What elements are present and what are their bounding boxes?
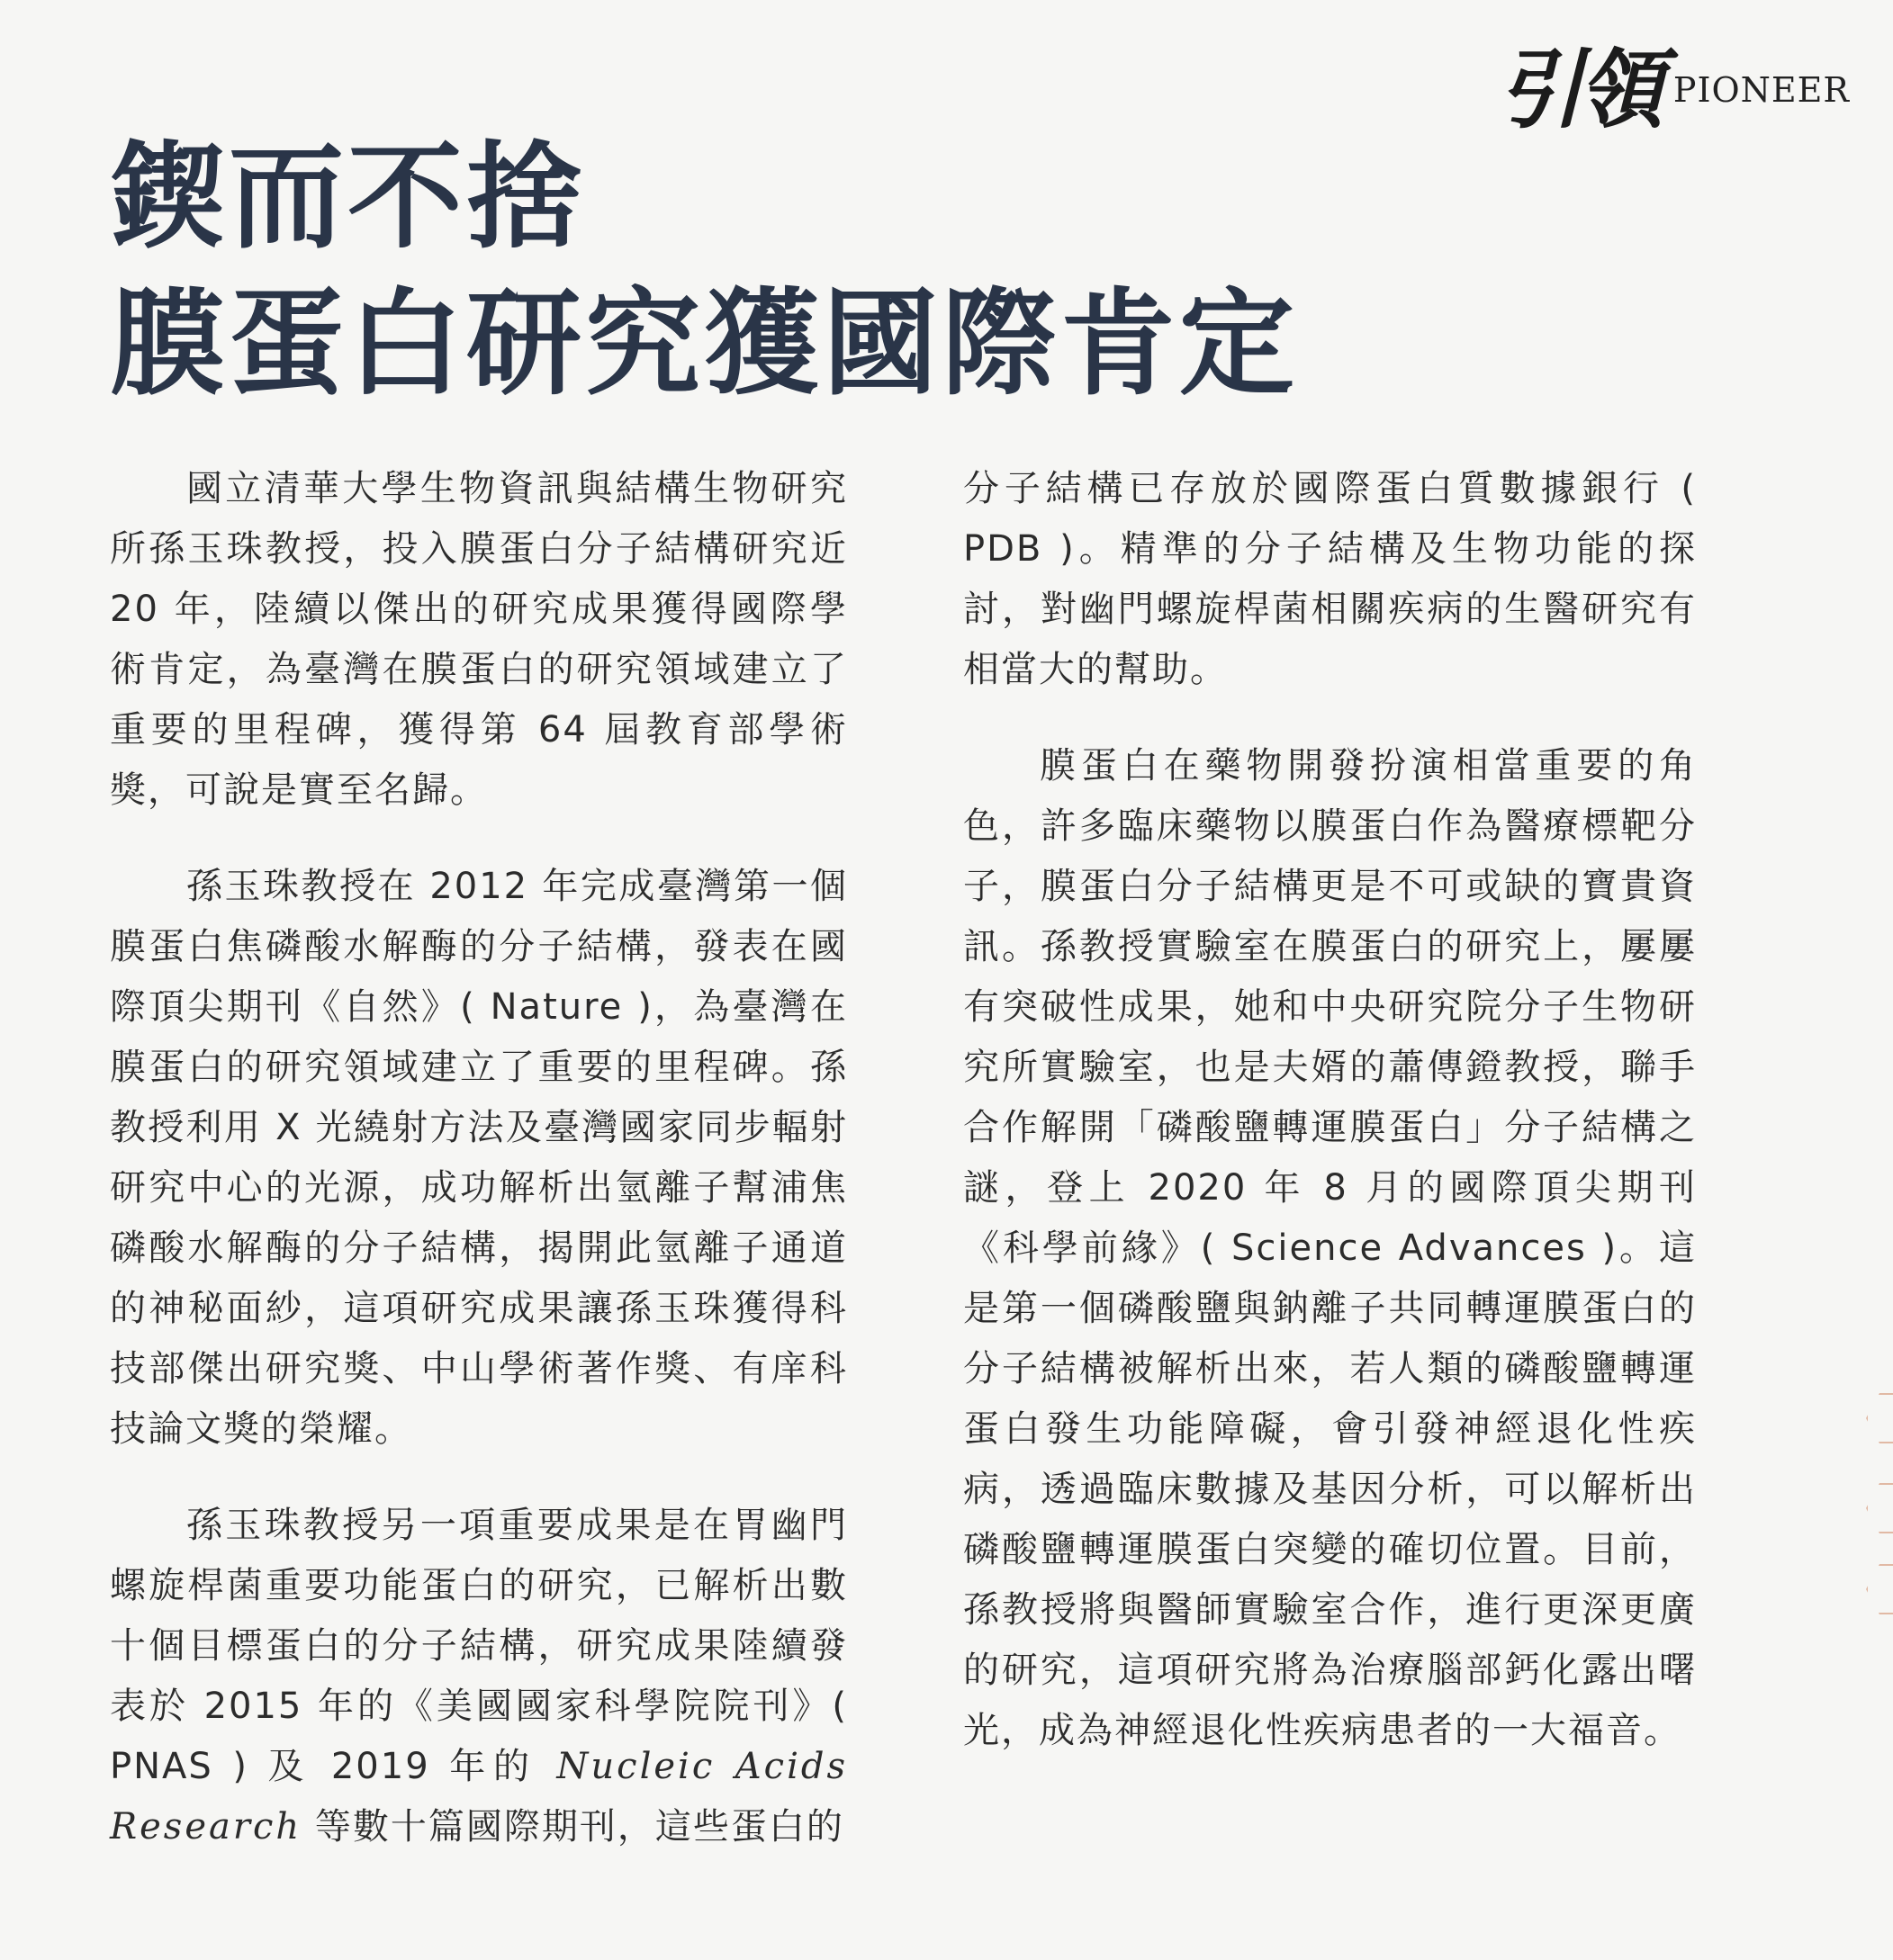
article-title bbox=[110, 126, 1298, 418]
magazine-brand bbox=[1496, 39, 1850, 140]
hexagon-decoration bbox=[1866, 1393, 1893, 1443]
paragraph-helicobacter-text-b: 等數十篇國際期刊，這些蛋白的 bbox=[302, 1806, 844, 1848]
paragraph-drug-development: 膜蛋白在藥物開發扮演相當重要的角色，許多臨床藥物以膜蛋白作為醫療標靶分子，膜蛋白分子結構更是不可或缺的寶貴資訊。孫教授實驗室在膜蛋白的研究上，屢屢有突破性成果，她和中央研究院分子生物研究所實驗室，也是夫婿的蕭傳鐙教授，聯手合作解開「磷酸鹽轉運膜蛋白」分子結構之謎，登上 2020 年 8 月的國際頂尖期刊《科學前緣》( Science Advances )。這是第一個磷酸鹽與鈉離子共同轉運膜蛋白的分子結構被解析出來，若人類的磷酸鹽轉運蛋白發生功能障礙，會引發神經退化性疾病，透過臨床數據及基因分析，可以解析出磷酸鹽轉運膜蛋白突變的確切位置。目前，孫教授將與醫師實驗室合作，進行更深更廣的研究，這項研究將為治療腦部鈣化露出曙光，成為神經退化性疾病患者的一大福音。 bbox=[963, 745, 1697, 1751]
paragraph-pdb: 分子結構已存放於國際蛋白質數據銀行 ( PDB )。精準的分子結構及生物功能的探討，對幽門螺旋桿菌相關疾病的生醫研究有相當大的幫助。 bbox=[963, 468, 1697, 690]
hexagon-decoration bbox=[1866, 1483, 1893, 1533]
journal-name: Nucleic Acids Research bbox=[110, 1746, 848, 1848]
title-line-2: 膜蛋白研究獲國際肯定 bbox=[110, 277, 1299, 411]
brand-calligraphy-logo: 引領 bbox=[1496, 39, 1659, 140]
paragraph-intro: 國立清華大學生物資訊與結構生物研究所孫玉珠教授，投入膜蛋白分子結構研究近 20 年，陸續以傑出的研究成果獲得國際學術肯定，為臺灣在膜蛋白的研究領域建立了重要的里程碑，獲得第 64 屆教育部學術獎，可說是實至名歸。 bbox=[110, 468, 848, 811]
paragraph-helicobacter bbox=[110, 1496, 848, 1857]
left-column bbox=[110, 459, 848, 1857]
paragraph-helicobacter-text-a: 孫玉珠教授另一項重要成果是在胃幽門螺旋桿菌重要功能蛋白的研究，已解析出數十個目標蛋白的分子結構，研究成果陸續發表於 2015 年的《美國國家科學院院刊》( PNAS ) 及 2019 年的 bbox=[110, 1505, 848, 1787]
paragraph-nature: 孫玉珠教授在 2012 年完成臺灣第一個膜蛋白焦磷酸水解酶的分子結構，發表在國際頂尖期刊《自然》( Nature )，為臺灣在膜蛋白的研究領域建立了重要的里程碑。孫教授利用 X 光繞射方法及臺灣國家同步輻射研究中心的光源，成功解析出氫離子幫浦焦磷酸水解酶的分子結構，揭開此氫離子通道的神秘面紗，這項研究成果讓孫玉珠獲得科技部傑出研究獎、中山學術著作獎、有庠科技論文獎的榮耀。 bbox=[110, 866, 848, 1450]
hexagon-decoration bbox=[1866, 1564, 1893, 1614]
right-column bbox=[963, 459, 1697, 1761]
brand-word: PIONEER bbox=[1672, 70, 1850, 110]
title-line-1: 鍥而不捨 bbox=[110, 130, 586, 265]
